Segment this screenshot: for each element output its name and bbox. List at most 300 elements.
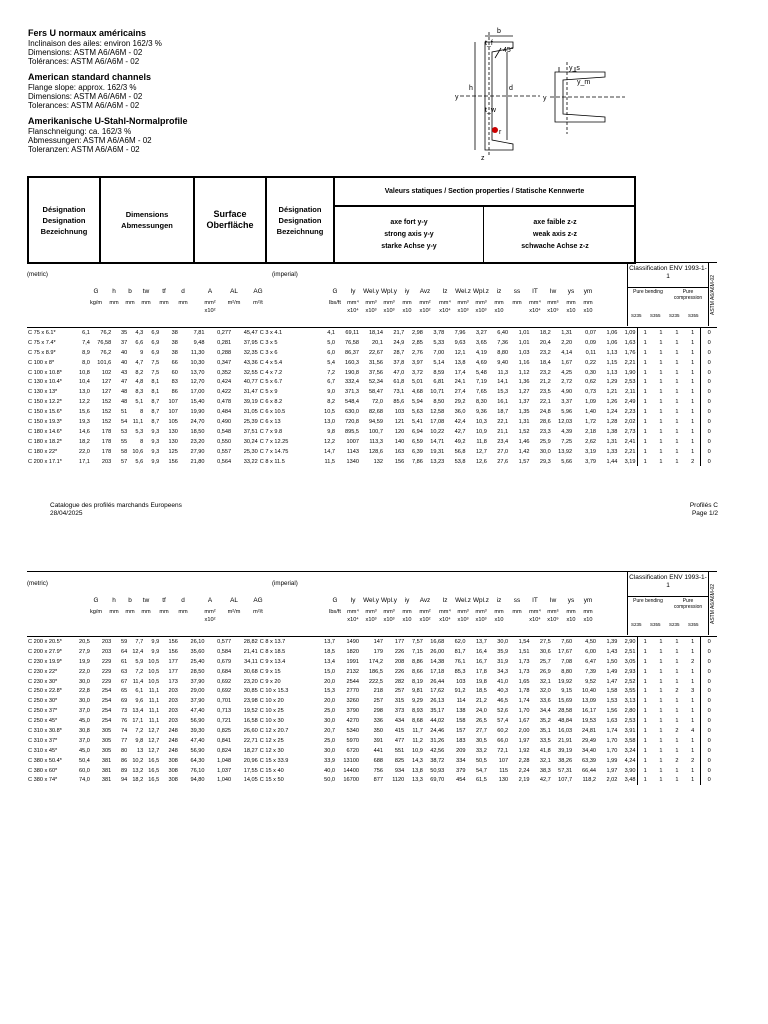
label-r: r bbox=[499, 129, 502, 136]
table-cell: 13,92 bbox=[558, 448, 573, 455]
table-cell: C 12 x 20.7 bbox=[259, 727, 289, 734]
line-de-3: Toleranzen: ASTM A6/A6M - 02 bbox=[28, 145, 140, 154]
table-cell: 308 bbox=[168, 777, 178, 784]
table-cell: 1 bbox=[637, 657, 653, 667]
table-cell: 17,67 bbox=[558, 648, 573, 655]
table-cell: 1 bbox=[659, 379, 663, 386]
table-cell: C 100 x 8* bbox=[28, 359, 55, 366]
table-cell: 8,86 bbox=[412, 658, 423, 665]
table-cell: 254 bbox=[101, 708, 112, 715]
table-cell: 2,51 bbox=[624, 648, 636, 655]
line-fr-1: Inclinaison des ailes: environ 162/3 % bbox=[28, 39, 162, 48]
table-cell: 2,02 bbox=[606, 777, 618, 784]
table-cell: 18,50 bbox=[190, 428, 205, 435]
line-en-2: Dimensions: ASTM A6/A6M - 02 bbox=[28, 92, 143, 101]
metric-symbol: AG bbox=[253, 288, 263, 295]
table-cell: 1 bbox=[691, 339, 695, 346]
table-cell: C 250 x 45* bbox=[28, 718, 58, 725]
table-cell: 4,24 bbox=[624, 757, 636, 764]
steel-grade: S355 bbox=[688, 622, 699, 627]
table-cell: 107,7 bbox=[558, 777, 573, 784]
table-cell: 1,37 bbox=[518, 399, 530, 406]
table-cell: 86 bbox=[171, 389, 178, 396]
table-cell: 1,040 bbox=[217, 777, 232, 784]
table-cell: 756 bbox=[373, 767, 383, 774]
imperial-symbol: iy bbox=[404, 597, 410, 604]
table-cell: 12,6 bbox=[475, 458, 487, 465]
table-cell: 35,1 bbox=[539, 727, 551, 734]
label-y-right: y bbox=[543, 95, 547, 102]
table-cell: C 380 x 50.4* bbox=[28, 757, 62, 764]
metric-unit: m²/m bbox=[227, 609, 241, 615]
table-row bbox=[27, 328, 717, 338]
table-cell: 130 bbox=[168, 438, 178, 445]
table-cell: 248 bbox=[168, 747, 178, 754]
table-row bbox=[27, 417, 717, 427]
table-cell: 7,25 bbox=[561, 438, 573, 445]
table-cell: 0 bbox=[701, 736, 717, 746]
table-cell: C 250 x 30* bbox=[28, 698, 58, 705]
imperial-symbol: iy bbox=[404, 288, 410, 295]
table-cell: 1340 bbox=[346, 458, 359, 465]
table-cell: 1,03 bbox=[518, 349, 530, 356]
table-cell: 10,4 bbox=[79, 379, 90, 386]
weak-axis-heading: axe faible z-z weak axis z-z schwache Achse z-z bbox=[521, 218, 589, 250]
table-cell: 45,47 bbox=[243, 329, 258, 336]
table-cell: 1,65 bbox=[518, 678, 530, 685]
table-cell: C 10 x 25 bbox=[259, 708, 284, 715]
table-cell: 0 bbox=[701, 437, 717, 447]
table-cell: 128,6 bbox=[368, 448, 383, 455]
table-cell: 2,21 bbox=[624, 448, 636, 455]
table-cell: C 7 x 9.8 bbox=[259, 428, 283, 435]
imperial-symbol: IT bbox=[532, 288, 538, 295]
table-cell: 1 bbox=[691, 638, 695, 645]
table-cell: 5,1 bbox=[135, 399, 144, 406]
label-ym: y_m bbox=[577, 79, 591, 86]
table-cell: 1 bbox=[659, 727, 663, 734]
table-cell: 26,13 bbox=[430, 698, 445, 705]
imperial-symbol: ym bbox=[583, 597, 593, 604]
table-cell: 23,20 bbox=[190, 438, 205, 445]
table-cell: 8,7 bbox=[151, 399, 160, 406]
table-cell: 4,8 bbox=[135, 379, 144, 386]
table-cell: 8,0 bbox=[82, 359, 90, 366]
table-cell: 0 bbox=[701, 358, 717, 368]
imperial-unit: mm³ x10³ bbox=[457, 300, 469, 314]
table-cell: 27,5 bbox=[539, 638, 551, 645]
table-cell: 3,91 bbox=[624, 727, 636, 734]
table-cell: C 75 x 7.4* bbox=[28, 339, 56, 346]
table-cell: 203 bbox=[168, 688, 178, 695]
table-cell: 62,0 bbox=[454, 638, 466, 645]
metric-symbol: tw bbox=[142, 597, 150, 604]
table-cell: 415 bbox=[394, 727, 405, 734]
table-cell: 5,3 bbox=[135, 428, 144, 435]
table-cell: 1 bbox=[659, 658, 663, 665]
table-cell: 19,92 bbox=[558, 678, 573, 685]
table-cell: 350 bbox=[373, 727, 383, 734]
designation-heading: Désignation Designation Bezeichnung bbox=[29, 178, 101, 262]
table-cell: C 130 x 10.4* bbox=[28, 379, 62, 386]
table-cell: 66,44 bbox=[582, 767, 597, 774]
table-cell: C 100 x 10.8* bbox=[28, 369, 62, 376]
table-cell: 1,70 bbox=[606, 737, 618, 744]
table-cell: C 8 x 11.5 bbox=[259, 458, 285, 465]
table-cell: 11,30 bbox=[190, 349, 205, 356]
table-cell: 14,1 bbox=[497, 379, 509, 386]
table-cell: 8,68 bbox=[412, 718, 423, 725]
table-cell: 1 bbox=[659, 737, 663, 744]
table-cell: C 230 x 30* bbox=[28, 678, 58, 685]
imperial-unit: mm⁶ x10⁹ bbox=[547, 300, 559, 314]
table-row bbox=[27, 746, 717, 756]
table-cell: 6,59 bbox=[412, 438, 423, 445]
table-cell: 11,3 bbox=[497, 369, 509, 376]
table-cell: 1,36 bbox=[518, 379, 530, 386]
table-cell: 6,9 bbox=[151, 339, 160, 346]
table-cell: 13,0 bbox=[79, 389, 90, 396]
table-cell: 76,58 bbox=[97, 339, 112, 346]
table-cell: 379 bbox=[456, 767, 466, 774]
table-cell: 3,97 bbox=[412, 359, 423, 366]
table-cell: 0 bbox=[701, 706, 717, 716]
label-tf: t_f bbox=[485, 40, 493, 47]
table-cell: 8,9 bbox=[82, 349, 90, 356]
table-cell: 39,19 bbox=[558, 747, 573, 754]
table-cell: 125 bbox=[168, 448, 178, 455]
table-cell: 1 bbox=[675, 389, 679, 396]
table-cell: 3,90 bbox=[624, 767, 636, 774]
table-cell: 29,49 bbox=[582, 737, 597, 744]
table-cell: 0 bbox=[701, 397, 717, 407]
pure-compression-label: Pure compression bbox=[673, 289, 703, 301]
imperial-symbol: Wpl.z bbox=[473, 288, 489, 295]
table-cell: 6,6 bbox=[135, 339, 144, 346]
table-cell: 9,15 bbox=[561, 688, 573, 695]
table-cell: 12,4 bbox=[132, 648, 144, 655]
metric-symbol: G bbox=[93, 597, 99, 604]
table-cell: 1143 bbox=[346, 448, 359, 455]
metric-unit: mm bbox=[178, 300, 188, 306]
table-cell: 13,70 bbox=[190, 369, 205, 376]
table-cell: 248 bbox=[168, 727, 178, 734]
table-cell: 1,97 bbox=[606, 767, 618, 774]
table-cell: C 4 x 5.4 bbox=[259, 359, 283, 366]
table-cell: C 250 x 22.8* bbox=[28, 688, 62, 695]
table-cell: 0,11 bbox=[585, 349, 597, 356]
table-cell: 86 bbox=[120, 757, 128, 764]
table-cell: 441 bbox=[373, 747, 383, 754]
table-cell: 0 bbox=[701, 387, 717, 397]
table-cell: 5,48 bbox=[475, 369, 487, 376]
table-cell: 1 bbox=[675, 698, 679, 705]
table-cell: 2,23 bbox=[624, 409, 636, 416]
table-cell: 57,31 bbox=[558, 767, 573, 774]
table-cell: 10,22 bbox=[430, 428, 445, 435]
line-en-3: Tolerances: ASTM A6/A6M - 02 bbox=[28, 101, 140, 110]
table-cell: 65 bbox=[120, 688, 128, 695]
table-cell: 1,57 bbox=[518, 458, 530, 465]
table-cell: 24,9 bbox=[393, 339, 405, 346]
table-cell: 94,80 bbox=[190, 777, 205, 784]
table-cell: 1,39 bbox=[606, 638, 618, 645]
table-cell: 2,19 bbox=[518, 777, 530, 784]
table-cell: 7,2 bbox=[327, 369, 335, 376]
channel-section-diagram bbox=[455, 22, 755, 162]
table-cell: 1 bbox=[659, 428, 663, 435]
imperial-symbol: G bbox=[332, 597, 338, 604]
metric-unit: m²/t bbox=[253, 300, 263, 306]
table-cell: 76,58 bbox=[344, 339, 359, 346]
table-cell: 17,08 bbox=[430, 418, 445, 425]
imperial-symbol: iz bbox=[496, 597, 502, 604]
table-cell: 47 bbox=[120, 379, 128, 386]
table-cell: 16,7 bbox=[475, 658, 487, 665]
table-cell: 4270 bbox=[346, 718, 359, 725]
table-cell: 1,01 bbox=[518, 329, 530, 336]
table-cell: 2132 bbox=[346, 668, 359, 675]
table-cell: 29,00 bbox=[190, 688, 205, 695]
table-cell: 9 bbox=[140, 349, 144, 356]
table-cell: 2544 bbox=[346, 678, 359, 685]
table-cell: 2,53 bbox=[624, 379, 636, 386]
table-cell: 14,71 bbox=[430, 438, 445, 445]
table-cell: 2 bbox=[691, 757, 695, 764]
table-row bbox=[27, 736, 717, 746]
table-cell: 156 bbox=[168, 638, 178, 645]
table-cell: 76,1 bbox=[454, 658, 466, 665]
imperial-symbol: Avz bbox=[419, 288, 431, 295]
table-cell: 37,95 bbox=[243, 339, 258, 346]
table-cell: 10,2 bbox=[132, 757, 144, 764]
steel-grade: S355 bbox=[688, 313, 699, 318]
table-cell: 64,30 bbox=[190, 757, 205, 764]
table-cell: 22,8 bbox=[79, 688, 90, 695]
table-cell: 1 bbox=[691, 428, 695, 435]
table-row bbox=[27, 437, 717, 447]
table-cell: 39,30 bbox=[190, 727, 205, 734]
table-cell: 156 bbox=[394, 458, 405, 465]
table-cell: 1,73 bbox=[518, 658, 530, 665]
table-cell: 6,00 bbox=[585, 648, 597, 655]
line-de-2: Abmessungen: ASTM A6/A6M - 02 bbox=[28, 136, 152, 145]
pure-compression-label: Pure compression bbox=[673, 598, 703, 610]
table-cell: 34,11 bbox=[244, 658, 258, 665]
table-cell: 13,8 bbox=[454, 359, 466, 366]
table-cell: 1 bbox=[675, 428, 679, 435]
table-cell: 0,713 bbox=[217, 708, 232, 715]
table-cell: C 8 x 13.7 bbox=[259, 638, 286, 645]
table-cell: 58 bbox=[120, 448, 128, 455]
table-cell: 13,8 bbox=[412, 767, 423, 774]
table-cell: 31,05 bbox=[243, 409, 258, 416]
table-cell: 4,7 bbox=[135, 359, 144, 366]
table-cell: 1 bbox=[675, 747, 679, 754]
table-cell: 7,7 bbox=[135, 638, 144, 645]
table-cell: 6,39 bbox=[412, 448, 423, 455]
table-cell: 5,63 bbox=[412, 409, 423, 416]
table-cell: 23,3 bbox=[539, 428, 551, 435]
table-cell: 229 bbox=[101, 668, 112, 675]
astm-vertical-label: ASTM A6/A6M-02 bbox=[710, 584, 716, 625]
table-row bbox=[27, 377, 717, 387]
table-cell: C 6 x 8.2 bbox=[259, 399, 283, 406]
table-cell: 9,8 bbox=[135, 737, 144, 744]
column-header-1 bbox=[27, 262, 717, 328]
table-cell: 28,7 bbox=[393, 349, 405, 356]
table-cell: 16,4 bbox=[475, 648, 487, 655]
table-cell: 1 bbox=[659, 339, 663, 346]
surface-heading: Surface Oberfläche bbox=[195, 178, 267, 262]
table-cell: C 230 x 22* bbox=[28, 668, 58, 675]
table-cell: 1,27 bbox=[518, 389, 530, 396]
table-cell: 30,8 bbox=[79, 727, 90, 734]
table-cell: 825 bbox=[394, 757, 405, 764]
table-cell: 7,5 bbox=[151, 369, 160, 376]
table-cell: 107 bbox=[168, 399, 178, 406]
table-row bbox=[27, 368, 717, 378]
table-cell: 8,2 bbox=[327, 399, 335, 406]
table-cell: C 12 x 25 bbox=[259, 737, 284, 744]
table-cell: 5,01 bbox=[412, 379, 423, 386]
table-cell: 1991 bbox=[346, 658, 359, 665]
table-cell: 1,29 bbox=[606, 379, 618, 386]
table-cell: 23,98 bbox=[243, 698, 258, 705]
table-cell: 8,80 bbox=[497, 349, 509, 356]
table-cell: 40,3 bbox=[497, 688, 509, 695]
table-cell: 720,8 bbox=[344, 418, 359, 425]
table-cell: 308 bbox=[168, 767, 178, 774]
table-cell: 2,24 bbox=[518, 767, 530, 774]
table-cell: 0 bbox=[701, 328, 717, 338]
table-cell: 1,048 bbox=[217, 757, 232, 764]
table-cell: 7,2 bbox=[135, 727, 144, 734]
table-cell: 0,490 bbox=[217, 418, 232, 425]
table-cell: C 310 x 30.8* bbox=[28, 727, 62, 734]
table-cell: 30,0 bbox=[324, 718, 335, 725]
table-cell: 1 bbox=[637, 387, 653, 397]
table-cell: 152 bbox=[101, 399, 112, 406]
table-cell: 61 bbox=[120, 658, 128, 665]
table-cell: 67 bbox=[120, 678, 128, 685]
table-cell: 0,824 bbox=[217, 747, 232, 754]
steel-grade: S235 bbox=[669, 622, 680, 627]
table-cell: 1 bbox=[675, 767, 679, 774]
table-cell: 16700 bbox=[343, 777, 359, 784]
table-cell: 1 bbox=[659, 418, 663, 425]
table-row bbox=[27, 457, 717, 467]
table-cell: C 3 x 4.1 bbox=[259, 329, 283, 336]
table-cell: 51 bbox=[120, 409, 128, 416]
table-cell: 8,93 bbox=[412, 708, 423, 715]
table-cell: 7,65 bbox=[475, 389, 487, 396]
metric-symbol: d bbox=[181, 597, 185, 604]
table-cell: 229 bbox=[101, 658, 112, 665]
table-cell: C 250 x 37* bbox=[28, 708, 58, 715]
table-cell: 3,37 bbox=[561, 399, 573, 406]
table-cell: 47,0 bbox=[393, 369, 405, 376]
table-cell: 0,548 bbox=[217, 428, 232, 435]
table-cell: 1 bbox=[675, 369, 679, 376]
table-cell: 391 bbox=[373, 737, 383, 744]
table-cell: 74 bbox=[120, 727, 128, 734]
table-cell: 203 bbox=[168, 698, 178, 705]
table-cell: 6,9 bbox=[151, 329, 160, 336]
table-cell: 0,557 bbox=[217, 448, 232, 455]
table-cell: 60,0 bbox=[79, 767, 90, 774]
table-cell: 35,9 bbox=[497, 648, 509, 655]
table-cell: 1 bbox=[637, 338, 653, 348]
table-cell: 16,68 bbox=[430, 638, 445, 645]
table-cell: 6,0 bbox=[327, 349, 335, 356]
classification-box bbox=[627, 263, 709, 326]
table-cell: 688 bbox=[373, 757, 383, 764]
table-cell: 15,6 bbox=[79, 409, 90, 416]
table-cell: C 380 x 60* bbox=[28, 767, 58, 774]
table-cell: 1,44 bbox=[606, 458, 618, 465]
table-cell: 178 bbox=[101, 438, 112, 445]
imperial-unit: mm⁴ x10⁴ bbox=[347, 300, 359, 314]
table-cell: 12,7 bbox=[148, 737, 160, 744]
table-cell: 16,5 bbox=[148, 767, 160, 774]
imperial-unit: mm⁴ x10⁴ bbox=[529, 609, 541, 623]
table-cell: 381 bbox=[101, 767, 112, 774]
table-cell: 23,4 bbox=[497, 438, 509, 445]
table-cell: 1,70 bbox=[518, 708, 530, 715]
table-cell: 1,28 bbox=[606, 418, 618, 425]
table-cell: 118,2 bbox=[582, 777, 597, 784]
table-cell: 1 bbox=[675, 708, 679, 715]
imperial-unit: mm³ x10³ bbox=[383, 300, 395, 314]
table-cell: 1 bbox=[691, 648, 695, 655]
table-row bbox=[27, 358, 717, 368]
table-cell: 59 bbox=[120, 638, 128, 645]
table-cell: 203 bbox=[168, 708, 178, 715]
table-cell: 20,7 bbox=[324, 727, 335, 734]
table-cell: 15,40 bbox=[190, 399, 205, 406]
imperial-symbol: Wel.z bbox=[455, 597, 471, 604]
table-cell: 26,44 bbox=[430, 678, 445, 685]
table-cell: 8,19 bbox=[412, 678, 423, 685]
table-row bbox=[27, 637, 717, 647]
table-cell: 1,50 bbox=[606, 658, 618, 665]
imperial-symbol: ss bbox=[513, 597, 521, 604]
footer-left: Catalogue des profilés marchands Europeens 28/04/2025 bbox=[50, 502, 182, 517]
line-fr-3: Tolérances: ASTM A6/A6M - 02 bbox=[28, 57, 140, 66]
table-cell: 39,19 bbox=[243, 399, 258, 406]
table-cell: 2,73 bbox=[624, 428, 636, 435]
table-cell: 3,19 bbox=[585, 448, 597, 455]
table-cell: 19,52 bbox=[243, 708, 258, 715]
table-cell: 37,56 bbox=[368, 369, 383, 376]
table-cell: 17,62 bbox=[430, 688, 445, 695]
table-cell: 21,91 bbox=[558, 737, 573, 744]
table-cell: 1 bbox=[675, 349, 679, 356]
table-cell: 183 bbox=[456, 737, 466, 744]
table-cell: 25,0 bbox=[324, 708, 335, 715]
metric-symbol: AG bbox=[253, 597, 263, 604]
table-cell: 1 bbox=[637, 457, 653, 467]
table-cell: 37,0 bbox=[79, 737, 90, 744]
table-cell: 38 bbox=[171, 329, 178, 336]
line-en-1: Flange slope: approx. 162/3 % bbox=[28, 83, 137, 92]
table-cell: 100,7 bbox=[368, 428, 383, 435]
table-cell: 4,25 bbox=[561, 369, 573, 376]
table-cell: 1 bbox=[659, 648, 663, 655]
table-cell: 25,0 bbox=[324, 737, 335, 744]
table-cell: 2 bbox=[675, 688, 679, 695]
